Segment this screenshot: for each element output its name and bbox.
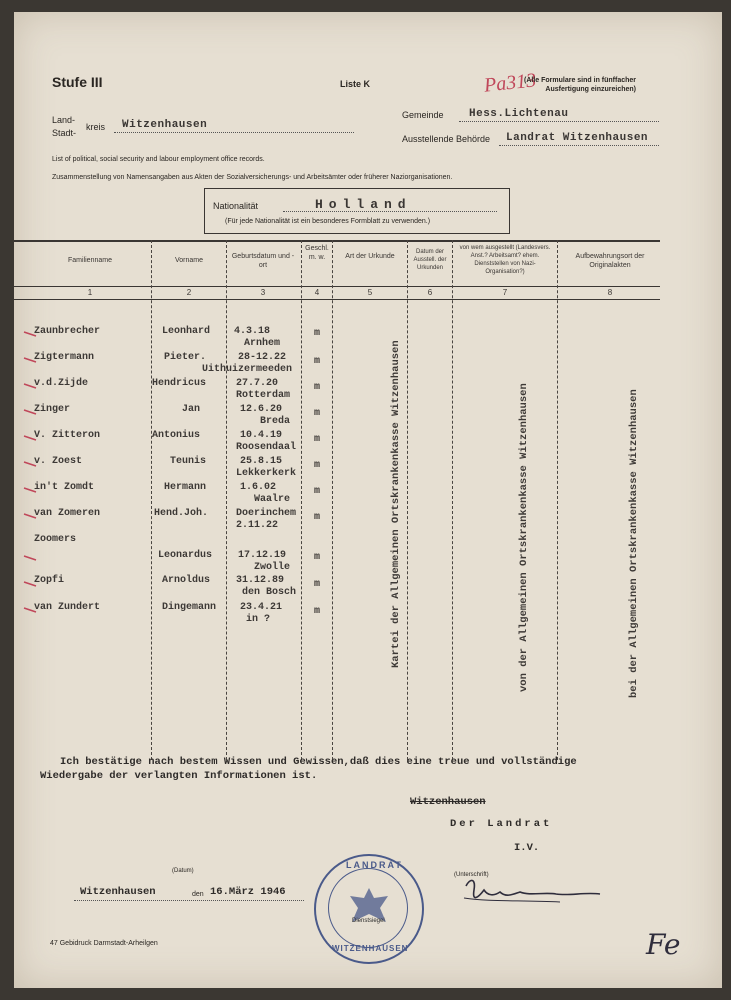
official-title: Der Landrat (450, 818, 553, 830)
col-number-4: 4 (314, 288, 320, 297)
list-description-en: List of political, social security and labour employment office records. (52, 156, 265, 163)
kreis-label: kreis (86, 122, 106, 132)
confirmation-line-1: Ich bestätige nach bestem Wissen und Gewissen,daß dies eine treue und vollständige (60, 756, 577, 768)
col-number-1: 1 (87, 288, 93, 297)
col-number-6: 6 (427, 288, 433, 297)
table-row: V. Zitteron (34, 430, 101, 441)
table-cell-birth: 25.8.15 (240, 456, 283, 467)
table-cell-birth: 27.7.20 (236, 378, 279, 389)
table-cell-sex: m (314, 382, 321, 393)
table-cell-sex: m (314, 579, 321, 590)
table-cell-place: Breda (260, 416, 291, 427)
col-number-2: 2 (186, 288, 192, 297)
behoerde-value: Landrat Witzenhausen (506, 132, 649, 144)
header-von-wem: von wem ausgestellt (Landesvers. Anst.? Arbeitsamt? ehem. Dienststellen von Nazi-Organisation?) (459, 245, 551, 275)
table-row: Zaunbrecher (34, 326, 101, 337)
land-label: Land- (52, 115, 76, 125)
table-cell-sex: m (314, 486, 321, 497)
official-seal: LANDRAT WITZENHAUSEN Dienstsiegel (314, 854, 424, 964)
red-check-marks (22, 318, 42, 618)
table-cell-first: Dingemann (162, 602, 217, 613)
den-label: den (192, 891, 204, 898)
table-row: van Zundert (34, 602, 101, 613)
place-value: Witzenhausen (80, 886, 156, 898)
header-geburtsdatum: Geburtsdatum und -ort (231, 253, 295, 269)
gemeinde-label: Gemeinde (402, 110, 444, 120)
table-cell-first: Jan (182, 404, 201, 415)
date-label: (Datum) (172, 868, 194, 874)
header-vorname: Vorname (174, 257, 204, 264)
col7-vertical-text: von der Allgemeinen Ortskrankenkasse Witzenhausen (518, 383, 530, 692)
table-row: in't Zomdt (34, 482, 95, 493)
table-cell-place: Uithuizermeeden (202, 364, 293, 375)
table-cell-place: in ? (246, 614, 271, 625)
gemeinde-value: Hess.Lichtenau (469, 108, 569, 120)
table-row: van Zomeren (34, 508, 101, 519)
archive-stamp-number: Pa313 (482, 69, 538, 97)
table-cell-place: Rotterdam (236, 390, 291, 401)
nationality-box (204, 188, 510, 234)
col-number-7: 7 (502, 288, 508, 297)
table-cell-place: 2.11.22 (236, 520, 279, 531)
table-cell-first: Hend.Joh. (154, 508, 209, 519)
table-cell-first: Teunis (170, 456, 207, 467)
table-cell-birth: 17.12.19 (238, 550, 287, 561)
table-cell-first: Antonius (152, 430, 201, 441)
list-label: Liste K (340, 79, 371, 89)
table-cell-place: Waalre (254, 494, 291, 505)
table-cell-birth: 28-12.22 (238, 352, 287, 363)
kreis-value: Witzenhausen (122, 119, 208, 131)
table-cell-first: Arnoldus (162, 575, 211, 586)
table-cell-birth: 31.12.89 (236, 575, 285, 586)
table-row: Zoomers (34, 534, 77, 545)
nationality-label: Nationalität (213, 201, 259, 211)
table-cell-birth: 10.4.19 (240, 430, 283, 441)
table-cell-first: Leonhard (162, 326, 211, 337)
nationality-note: (Für jede Nationalität ist ein besonderes Formblatt zu verwenden.) (225, 218, 431, 225)
table-cell-sex: m (314, 460, 321, 471)
header-datum: Datum der Ausstell. der Urkunden (413, 249, 447, 271)
table-row: Zinger (34, 404, 71, 415)
table-cell-first: Leonardus (158, 550, 213, 561)
document-page (14, 12, 722, 988)
table-row: v.d.Zijde (34, 378, 89, 389)
struck-place: Witzenhausen (410, 796, 486, 808)
col8-vertical-text: bei der Allgemeinen Ortskrankenkasse Witzenhausen (628, 389, 640, 698)
header-art-der-urkunde: Art der Urkunde (345, 253, 395, 260)
table-row: Zopfi (34, 575, 65, 586)
confirmation-line-2: Wiedergabe der verlangten Informationen ist. (40, 770, 318, 782)
table-cell-sex: m (314, 552, 321, 563)
table-cell-sex: m (314, 408, 321, 419)
col-number-5: 5 (367, 288, 373, 297)
table-cell-place: Roosendaal (236, 442, 297, 453)
copies-note: (Alle Formulare sind in fünffacher Ausfertigung einzureichen) (524, 77, 637, 93)
table-cell-sex: m (314, 606, 321, 617)
stage-title: Stufe III (52, 74, 103, 90)
table-cell-place: Zwolle (254, 562, 291, 573)
table-cell-birth: 1.6.02 (240, 482, 277, 493)
table-cell-first: Hermann (164, 482, 207, 493)
col-number-8: 8 (607, 288, 613, 297)
signature-label: (Unterschrift) (454, 872, 489, 878)
header-geschlecht: Geschl. m. w. (305, 245, 329, 261)
col-number-3: 3 (260, 288, 266, 297)
table-cell-place: Lekkerkerk (236, 468, 297, 479)
col5-vertical-text: Kartei der Allgemeinen Ortskrankenkasse Witzenhausen (390, 340, 402, 668)
table-cell-place: den Bosch (242, 587, 297, 598)
table-cell-sex: m (314, 512, 321, 523)
iv-label: I.V. (514, 842, 540, 854)
table-cell-sex: m (314, 356, 321, 367)
table-cell-birth: 12.6.20 (240, 404, 283, 415)
table-row: v. Zoest (34, 456, 83, 467)
behoerde-label: Ausstellende Behörde (402, 134, 491, 144)
table-cell-first: Pieter. (164, 352, 207, 363)
table-cell-first: Hendricus (152, 378, 207, 389)
table-cell-sex: m (314, 434, 321, 445)
list-description-de: Zusammenstellung von Namensangaben aus Akten der Sozialversicherungs- und Arbeitsämter oder früherer Naziorganisationen. (52, 174, 453, 181)
table-cell-sex: m (314, 328, 321, 339)
table-cell-birth: 23.4.21 (240, 602, 283, 613)
date-value: 16.März 1946 (210, 886, 286, 898)
table-cell-place: Arnhem (244, 338, 281, 349)
handwritten-initials: Fe (646, 928, 681, 961)
header-familienname: Familienname (68, 257, 112, 264)
stadt-label: Stadt- (52, 128, 77, 138)
header-aufbewahrungsort: Aufbewahrungsort der Originalakten (575, 253, 645, 269)
table-cell-birth: 4.3.18 (234, 326, 271, 337)
nationality-value: Holland (315, 197, 412, 212)
table-cell-birth: Doerinchem (236, 508, 297, 519)
table-row: Zigtermann (34, 352, 95, 363)
printer-imprint: 47 Gebidruck Darmstadt-Arheilgen (50, 940, 158, 947)
handwritten-signature (460, 872, 610, 912)
